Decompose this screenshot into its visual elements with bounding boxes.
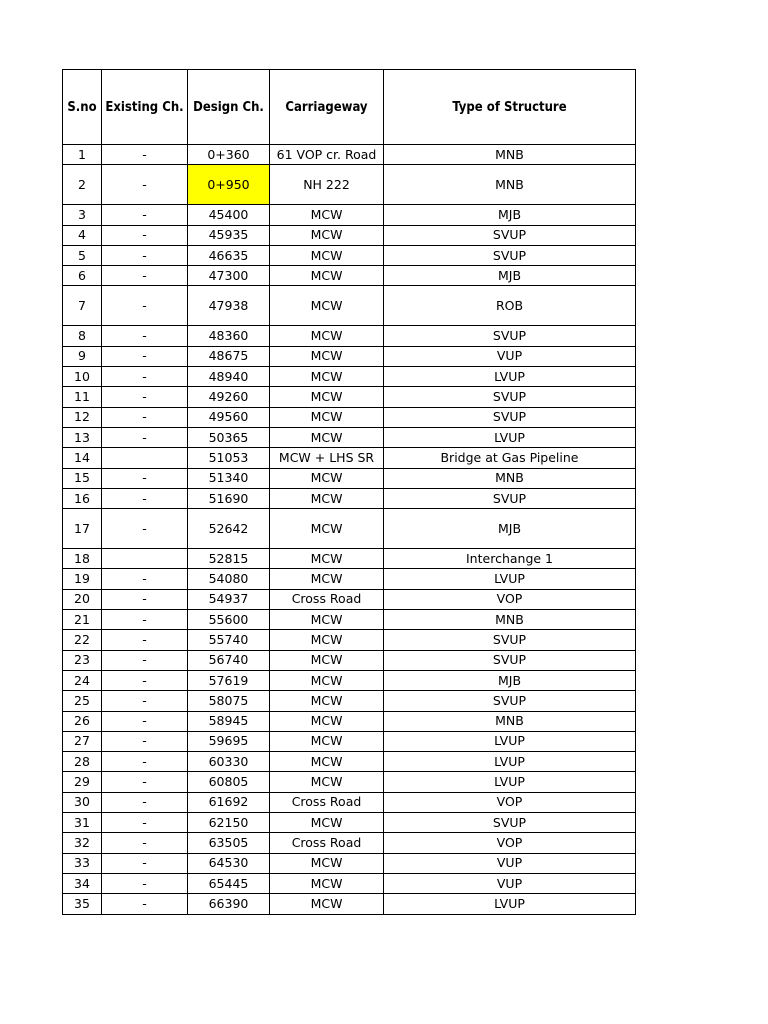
cell-carriageway: MCW	[270, 731, 384, 751]
cell-design-ch: 63505	[188, 833, 270, 853]
cell-design-ch: 58075	[188, 691, 270, 711]
cell-sno: 8	[63, 326, 102, 346]
cell-design-ch: 55740	[188, 630, 270, 650]
table-row	[63, 468, 636, 488]
cell-sno: 4	[63, 225, 102, 245]
cell-sno: 21	[63, 610, 102, 630]
cell-sno: 7	[63, 286, 102, 326]
cell-design-ch: 59695	[188, 731, 270, 751]
cell-carriageway: MCW	[270, 853, 384, 873]
cell-type-of-structure: MJB	[384, 266, 636, 286]
cell-design-ch: 60330	[188, 752, 270, 772]
cell-carriageway: MCW	[270, 266, 384, 286]
structure-table	[62, 69, 636, 915]
cell-existing-ch: -	[102, 427, 188, 447]
cell-carriageway: MCW	[270, 772, 384, 792]
table-row	[63, 326, 636, 346]
cell-sno: 1	[63, 145, 102, 165]
cell-type-of-structure: SVUP	[384, 245, 636, 265]
cell-design-ch: 55600	[188, 610, 270, 630]
cell-carriageway: Cross Road	[270, 833, 384, 853]
table-row	[63, 427, 636, 447]
cell-design-ch: 49260	[188, 387, 270, 407]
header-type-of-structure: Type of Structure	[384, 70, 636, 145]
header-design-ch: Design Ch.	[188, 70, 270, 145]
cell-carriageway: MCW	[270, 711, 384, 731]
cell-carriageway: MCW	[270, 549, 384, 569]
cell-design-ch: 62150	[188, 813, 270, 833]
cell-design-ch: 60805	[188, 772, 270, 792]
table-row	[63, 286, 636, 326]
table-row	[63, 894, 636, 914]
table-row	[63, 407, 636, 427]
cell-carriageway: MCW	[270, 245, 384, 265]
cell-type-of-structure: LVUP	[384, 569, 636, 589]
table-row	[63, 205, 636, 225]
cell-carriageway: MCW	[270, 387, 384, 407]
cell-sno: 17	[63, 509, 102, 549]
cell-type-of-structure: LVUP	[384, 731, 636, 751]
cell-type-of-structure: VOP	[384, 792, 636, 812]
cell-sno: 31	[63, 813, 102, 833]
cell-design-ch: 65445	[188, 873, 270, 893]
table-row	[63, 711, 636, 731]
cell-sno: 22	[63, 630, 102, 650]
cell-existing-ch: -	[102, 488, 188, 508]
cell-carriageway: MCW	[270, 488, 384, 508]
cell-design-ch: 46635	[188, 245, 270, 265]
cell-sno: 10	[63, 367, 102, 387]
cell-sno: 18	[63, 549, 102, 569]
cell-existing-ch: -	[102, 772, 188, 792]
table-row	[63, 569, 636, 589]
cell-design-ch: 51690	[188, 488, 270, 508]
cell-type-of-structure: SVUP	[384, 326, 636, 346]
cell-design-ch: 66390	[188, 894, 270, 914]
cell-existing-ch: -	[102, 205, 188, 225]
cell-existing-ch: -	[102, 833, 188, 853]
cell-existing-ch: -	[102, 407, 188, 427]
cell-design-ch: 51340	[188, 468, 270, 488]
cell-existing-ch: -	[102, 387, 188, 407]
cell-sno: 33	[63, 853, 102, 873]
cell-carriageway: MCW	[270, 407, 384, 427]
cell-carriageway: MCW	[270, 752, 384, 772]
cell-type-of-structure: SVUP	[384, 813, 636, 833]
cell-type-of-structure: SVUP	[384, 630, 636, 650]
cell-existing-ch: -	[102, 711, 188, 731]
cell-design-ch: 56740	[188, 650, 270, 670]
cell-type-of-structure: LVUP	[384, 367, 636, 387]
cell-type-of-structure: VUP	[384, 873, 636, 893]
cell-existing-ch: -	[102, 792, 188, 812]
cell-sno: 13	[63, 427, 102, 447]
cell-sno: 12	[63, 407, 102, 427]
cell-type-of-structure: SVUP	[384, 691, 636, 711]
cell-existing-ch: -	[102, 731, 188, 751]
cell-sno: 23	[63, 650, 102, 670]
cell-design-ch: 52815	[188, 549, 270, 569]
cell-type-of-structure: VOP	[384, 589, 636, 609]
cell-sno: 3	[63, 205, 102, 225]
cell-existing-ch: -	[102, 691, 188, 711]
cell-design-ch: 51053	[188, 448, 270, 468]
cell-design-ch: 52642	[188, 509, 270, 549]
cell-carriageway: MCW	[270, 630, 384, 650]
cell-sno: 14	[63, 448, 102, 468]
cell-type-of-structure: MJB	[384, 670, 636, 690]
cell-sno: 6	[63, 266, 102, 286]
cell-existing-ch: -	[102, 367, 188, 387]
cell-sno: 27	[63, 731, 102, 751]
cell-carriageway: MCW + LHS SR	[270, 448, 384, 468]
table-row	[63, 670, 636, 690]
cell-sno: 30	[63, 792, 102, 812]
table-row	[63, 731, 636, 751]
cell-existing-ch: -	[102, 286, 188, 326]
cell-type-of-structure: VUP	[384, 346, 636, 366]
cell-type-of-structure: SVUP	[384, 407, 636, 427]
cell-sno: 32	[63, 833, 102, 853]
cell-type-of-structure: LVUP	[384, 772, 636, 792]
cell-design-ch: 54937	[188, 589, 270, 609]
cell-design-ch: 49560	[188, 407, 270, 427]
table-row	[63, 266, 636, 286]
table-row	[63, 549, 636, 569]
cell-type-of-structure: LVUP	[384, 427, 636, 447]
cell-type-of-structure: LVUP	[384, 752, 636, 772]
cell-type-of-structure: VOP	[384, 833, 636, 853]
cell-carriageway: MCW	[270, 650, 384, 670]
cell-sno: 5	[63, 245, 102, 265]
cell-carriageway: MCW	[270, 873, 384, 893]
cell-existing-ch: -	[102, 853, 188, 873]
header-existing-ch: Existing Ch.	[102, 70, 188, 145]
cell-type-of-structure: SVUP	[384, 650, 636, 670]
cell-design-ch: 58945	[188, 711, 270, 731]
table-row	[63, 225, 636, 245]
cell-carriageway: NH 222	[270, 165, 384, 205]
table-row	[63, 813, 636, 833]
table-row	[63, 853, 636, 873]
cell-design-ch: 45400	[188, 205, 270, 225]
table-body	[63, 145, 636, 915]
cell-carriageway: MCW	[270, 326, 384, 346]
cell-carriageway: 61 VOP cr. Road	[270, 145, 384, 165]
table-row	[63, 610, 636, 630]
table-row	[63, 691, 636, 711]
cell-design-ch: 47938	[188, 286, 270, 326]
cell-sno: 19	[63, 569, 102, 589]
cell-sno: 28	[63, 752, 102, 772]
cell-design-ch: 48360	[188, 326, 270, 346]
cell-existing-ch: -	[102, 326, 188, 346]
cell-carriageway: MCW	[270, 569, 384, 589]
table-row	[63, 589, 636, 609]
cell-existing-ch	[102, 549, 188, 569]
cell-carriageway: MCW	[270, 468, 384, 488]
cell-design-ch: 57619	[188, 670, 270, 690]
cell-design-ch: 64530	[188, 853, 270, 873]
cell-sno: 26	[63, 711, 102, 731]
cell-sno: 2	[63, 165, 102, 205]
cell-carriageway: MCW	[270, 610, 384, 630]
cell-carriageway: MCW	[270, 813, 384, 833]
header-row	[63, 70, 636, 145]
cell-sno: 29	[63, 772, 102, 792]
header-carriageway: Carriageway	[270, 70, 384, 145]
cell-sno: 35	[63, 894, 102, 914]
cell-type-of-structure: MNB	[384, 610, 636, 630]
cell-existing-ch: -	[102, 225, 188, 245]
cell-sno: 16	[63, 488, 102, 508]
cell-type-of-structure: SVUP	[384, 488, 636, 508]
cell-existing-ch: -	[102, 346, 188, 366]
cell-existing-ch	[102, 448, 188, 468]
table-row	[63, 650, 636, 670]
cell-existing-ch: -	[102, 873, 188, 893]
cell-sno: 9	[63, 346, 102, 366]
cell-existing-ch: -	[102, 165, 188, 205]
cell-sno: 34	[63, 873, 102, 893]
cell-carriageway: MCW	[270, 509, 384, 549]
table-row	[63, 630, 636, 650]
cell-existing-ch: -	[102, 752, 188, 772]
cell-type-of-structure: VUP	[384, 853, 636, 873]
table-row	[63, 346, 636, 366]
table-row	[63, 488, 636, 508]
cell-existing-ch: -	[102, 509, 188, 549]
cell-existing-ch: -	[102, 813, 188, 833]
cell-carriageway: MCW	[270, 670, 384, 690]
cell-type-of-structure: MNB	[384, 468, 636, 488]
table-row	[63, 145, 636, 165]
cell-type-of-structure: SVUP	[384, 387, 636, 407]
table-row	[63, 448, 636, 468]
cell-type-of-structure: Interchange 1	[384, 549, 636, 569]
cell-design-ch: 54080	[188, 569, 270, 589]
cell-design-ch: 47300	[188, 266, 270, 286]
table-row	[63, 387, 636, 407]
cell-carriageway: MCW	[270, 894, 384, 914]
header-sno: S.no	[63, 70, 102, 145]
cell-type-of-structure: ROB	[384, 286, 636, 326]
cell-design-ch: 50365	[188, 427, 270, 447]
cell-design-ch: 0+360	[188, 145, 270, 165]
cell-existing-ch: -	[102, 245, 188, 265]
cell-type-of-structure: MNB	[384, 711, 636, 731]
cell-existing-ch: -	[102, 468, 188, 488]
cell-existing-ch: -	[102, 589, 188, 609]
table-row	[63, 873, 636, 893]
table-row	[63, 792, 636, 812]
cell-carriageway: MCW	[270, 346, 384, 366]
cell-design-ch: 48940	[188, 367, 270, 387]
cell-type-of-structure: MJB	[384, 509, 636, 549]
table-row	[63, 772, 636, 792]
cell-type-of-structure: MNB	[384, 145, 636, 165]
cell-carriageway: MCW	[270, 225, 384, 245]
cell-type-of-structure: Bridge at Gas Pipeline	[384, 448, 636, 468]
cell-carriageway: MCW	[270, 205, 384, 225]
table-row	[63, 752, 636, 772]
table-row	[63, 833, 636, 853]
cell-sno: 11	[63, 387, 102, 407]
cell-type-of-structure: SVUP	[384, 225, 636, 245]
cell-sno: 20	[63, 589, 102, 609]
cell-existing-ch: -	[102, 894, 188, 914]
cell-sno: 24	[63, 670, 102, 690]
cell-carriageway: MCW	[270, 427, 384, 447]
table-row	[63, 509, 636, 549]
cell-carriageway: MCW	[270, 286, 384, 326]
cell-sno: 15	[63, 468, 102, 488]
cell-type-of-structure: LVUP	[384, 894, 636, 914]
cell-design-ch: 61692	[188, 792, 270, 812]
cell-existing-ch: -	[102, 610, 188, 630]
cell-design-ch: 48675	[188, 346, 270, 366]
cell-carriageway: Cross Road	[270, 792, 384, 812]
cell-carriageway: Cross Road	[270, 589, 384, 609]
table-row	[63, 367, 636, 387]
cell-sno: 25	[63, 691, 102, 711]
cell-existing-ch: -	[102, 650, 188, 670]
cell-existing-ch: -	[102, 630, 188, 650]
cell-carriageway: MCW	[270, 367, 384, 387]
cell-type-of-structure: MJB	[384, 205, 636, 225]
cell-design-ch: 45935	[188, 225, 270, 245]
table-row	[63, 165, 636, 205]
cell-design-ch: 0+950	[188, 165, 270, 205]
cell-existing-ch: -	[102, 569, 188, 589]
table-row	[63, 245, 636, 265]
cell-existing-ch: -	[102, 145, 188, 165]
cell-existing-ch: -	[102, 670, 188, 690]
cell-existing-ch: -	[102, 266, 188, 286]
cell-type-of-structure: MNB	[384, 165, 636, 205]
cell-carriageway: MCW	[270, 691, 384, 711]
